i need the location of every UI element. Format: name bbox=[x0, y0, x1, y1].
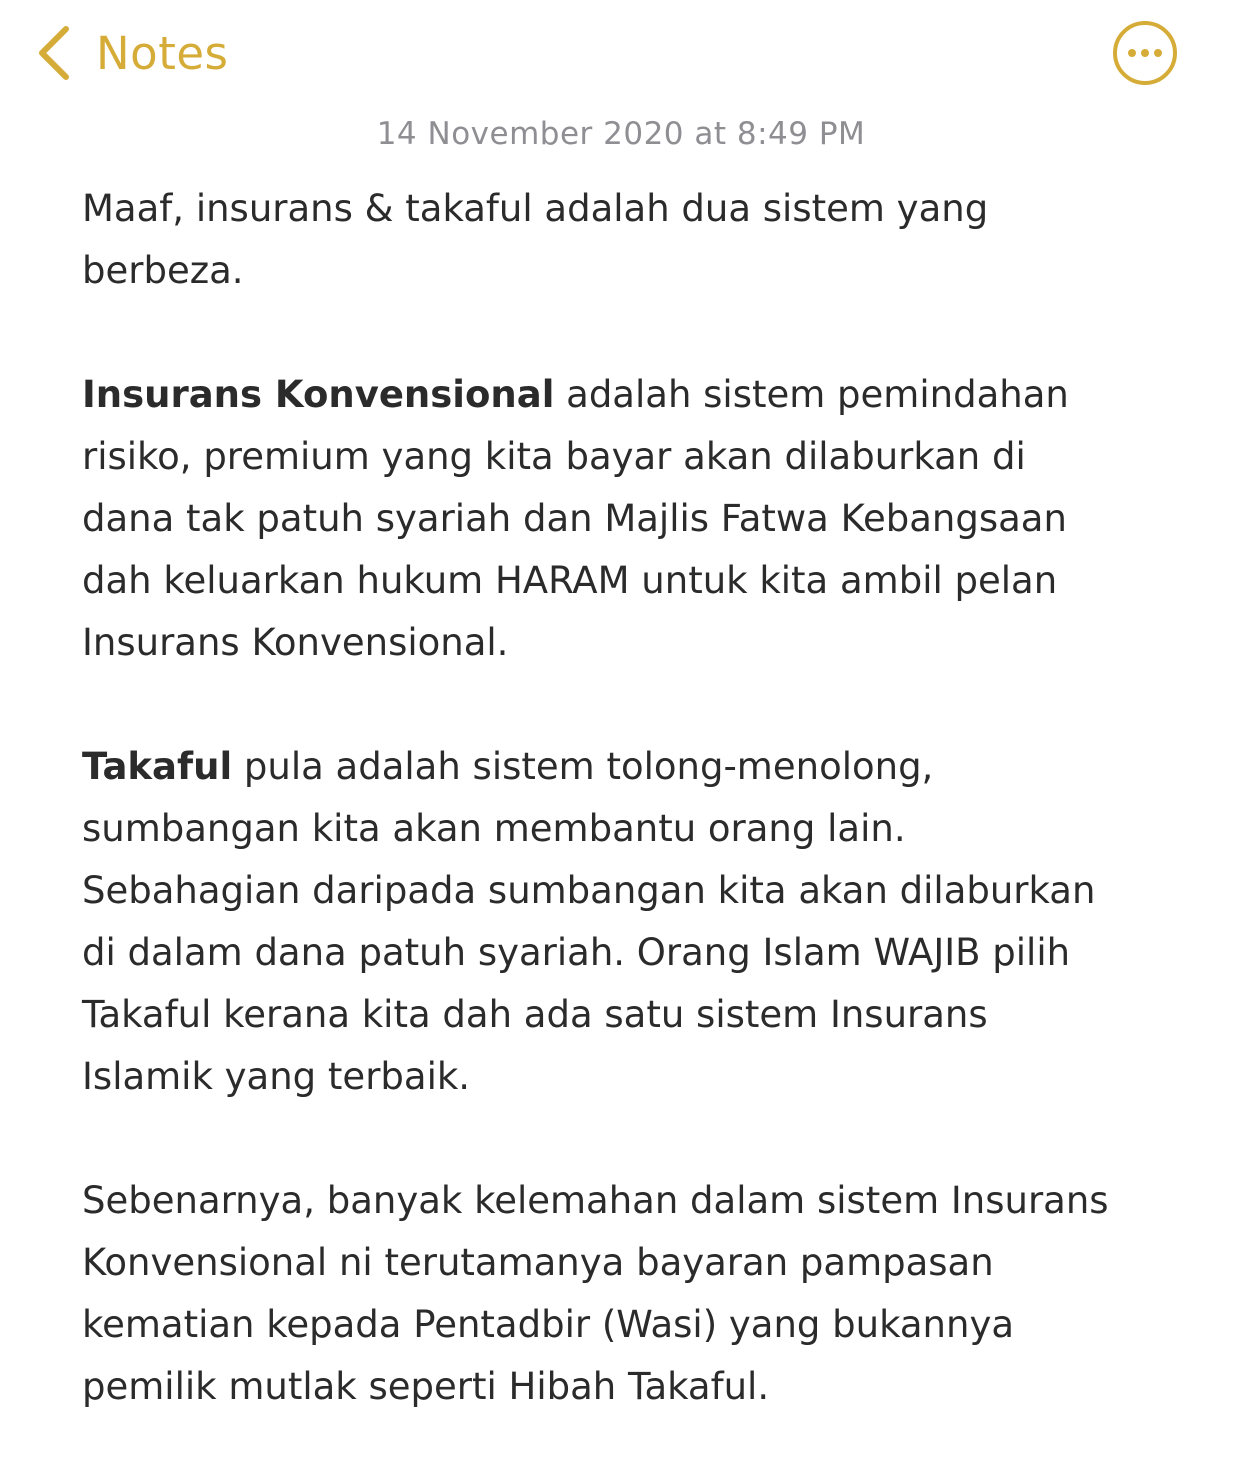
note-line: Islamik yang terbaik. bbox=[82, 1055, 471, 1098]
note-line bbox=[82, 736, 1182, 798]
note-text: adalah sistem pemindahan bbox=[554, 373, 1069, 416]
note-line: Maaf, insurans & takaful adalah dua sistem yang bbox=[82, 187, 989, 230]
note-line: Insurans Konvensional. bbox=[82, 621, 509, 664]
back-button[interactable] bbox=[34, 18, 228, 88]
paragraph-gap bbox=[82, 1108, 1182, 1170]
note-line: dana tak patuh syariah dan Majlis Fatwa Kebangsaan bbox=[82, 497, 1067, 540]
note-line: sumbangan kita akan membantu orang lain. bbox=[82, 807, 906, 850]
note-timestamp: 14 November 2020 at 8:49 PM bbox=[376, 116, 866, 152]
note-line: Sebahagian daripada sumbangan kita akan dilaburkan bbox=[82, 869, 1096, 912]
ellipsis-circle-icon bbox=[1112, 20, 1178, 86]
more-options-button[interactable] bbox=[1112, 20, 1178, 86]
note-line: berbeza. bbox=[82, 249, 244, 292]
note-line: Konvensional ni terutamanya bayaran pampasan bbox=[82, 1241, 994, 1284]
note-line: di dalam dana patuh syariah. Orang Islam WAJIB pilih bbox=[82, 931, 1071, 974]
chevron-left-icon bbox=[34, 23, 74, 83]
note-line: Sebenarnya, banyak kelemahan dalam sistem Insurans bbox=[82, 1179, 1109, 1222]
bold-term: Insurans Konvensional bbox=[82, 373, 555, 416]
note-line: pemilik mutlak seperti Hibah Takaful. bbox=[82, 1365, 770, 1408]
note-line: risiko, premium yang kita bayar akan dilaburkan di bbox=[82, 435, 1026, 478]
note-line: Takaful kerana kita dah ada satu sistem Insurans bbox=[82, 993, 988, 1036]
note-line: kematian kepada Pentadbir (Wasi) yang bukannya bbox=[82, 1303, 1015, 1346]
back-button-label: Notes bbox=[96, 26, 229, 80]
note-line bbox=[82, 364, 1182, 426]
bold-term: Takaful bbox=[82, 745, 233, 788]
navigation-bar bbox=[0, 0, 1242, 110]
paragraph-gap bbox=[82, 674, 1182, 736]
note-body[interactable] bbox=[82, 178, 1182, 1418]
note-line: dah keluarkan hukum HARAM untuk kita ambil pelan bbox=[82, 559, 1058, 602]
paragraph-gap bbox=[82, 302, 1182, 364]
note-text: pula adalah sistem tolong-menolong, bbox=[232, 745, 934, 788]
